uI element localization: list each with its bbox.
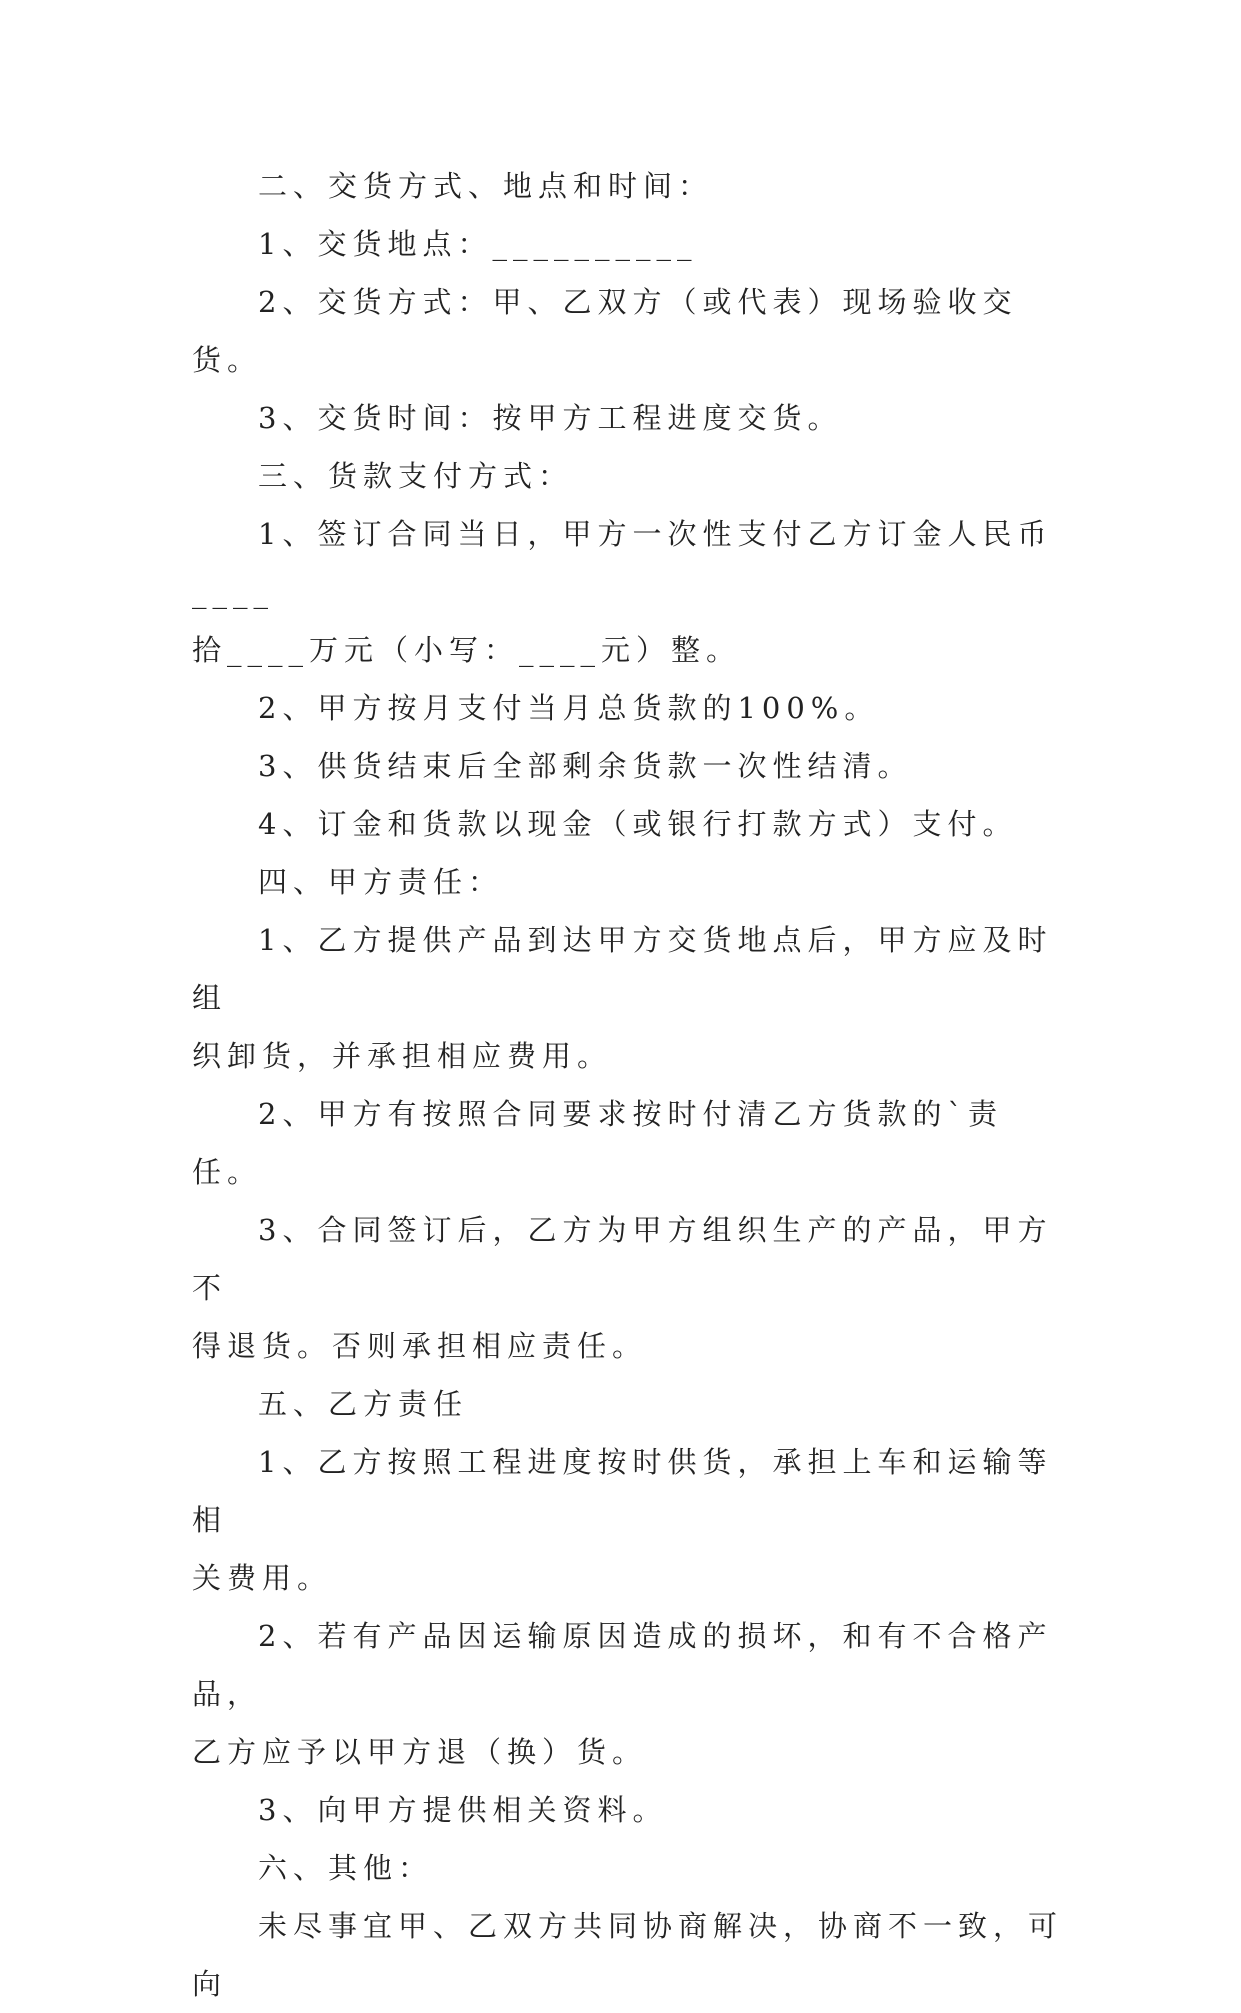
clause-other-negotiation: 未尽事宜甲、乙双方共同协商解决，协商不一致，可向 [192,1909,1064,2001]
clause-party-a-payment: 2、甲方有按照合同要求按时付清乙方货款的`责任。 [192,1097,1003,1189]
document-page [192,157,1067,2013]
clause-final-settlement: 3、供货结束后全部剩余货款一次性结清。 [258,749,913,783]
section-heading-other: 六、其他： [258,1851,434,1885]
clause-party-b-supply: 1、乙方按照工程进度按时供货，承担上车和运输等相 [192,1445,1053,1537]
clause-party-b-damage-continued: 乙方应予以甲方退（换）货。 [192,1735,648,1769]
clause-deposit: 1、签订合同当日，甲方一次性支付乙方订金人民币____ [192,517,1053,609]
clause-payment-method: 4、订金和货款以现金（或银行打款方式）支付。 [258,807,1018,841]
section-heading-payment: 三、货款支付方式： [258,459,574,493]
clause-party-b-documents: 3、向甲方提供相关资料。 [258,1793,668,1827]
section-heading-party-a: 四、甲方责任： [258,865,504,899]
clause-delivery-location: 1、交货地点：__________ [258,227,698,261]
clause-party-a-unloading: 1、乙方提供产品到达甲方交货地点后，甲方应及时组 [192,923,1053,1015]
clause-monthly-payment: 2、甲方按月支付当月总货款的100%。 [258,691,880,725]
clause-party-b-damage: 2、若有产品因运输原因造成的损坏，和有不合格产品， [192,1619,1053,1711]
section-heading-delivery: 二、交货方式、地点和时间： [258,169,714,203]
clause-party-a-no-return: 3、合同签订后，乙方为甲方组织生产的产品，甲方不 [192,1213,1053,1305]
clause-party-b-supply-continued: 关费用。 [192,1561,333,1595]
clause-party-a-unloading-continued: 织卸货，并承担相应费用。 [192,1039,613,1073]
clause-delivery-time: 3、交货时间：按甲方工程进度交货。 [258,401,843,435]
section-heading-party-b: 五、乙方责任 [258,1387,469,1421]
clause-deposit-continued: 拾____万元（小写：____元）整。 [192,633,742,667]
clause-party-a-no-return-continued: 得退货。否则承担相应责任。 [192,1329,648,1363]
clause-delivery-method: 2、交货方式：甲、乙双方（或代表）现场验收交货。 [192,285,1018,377]
